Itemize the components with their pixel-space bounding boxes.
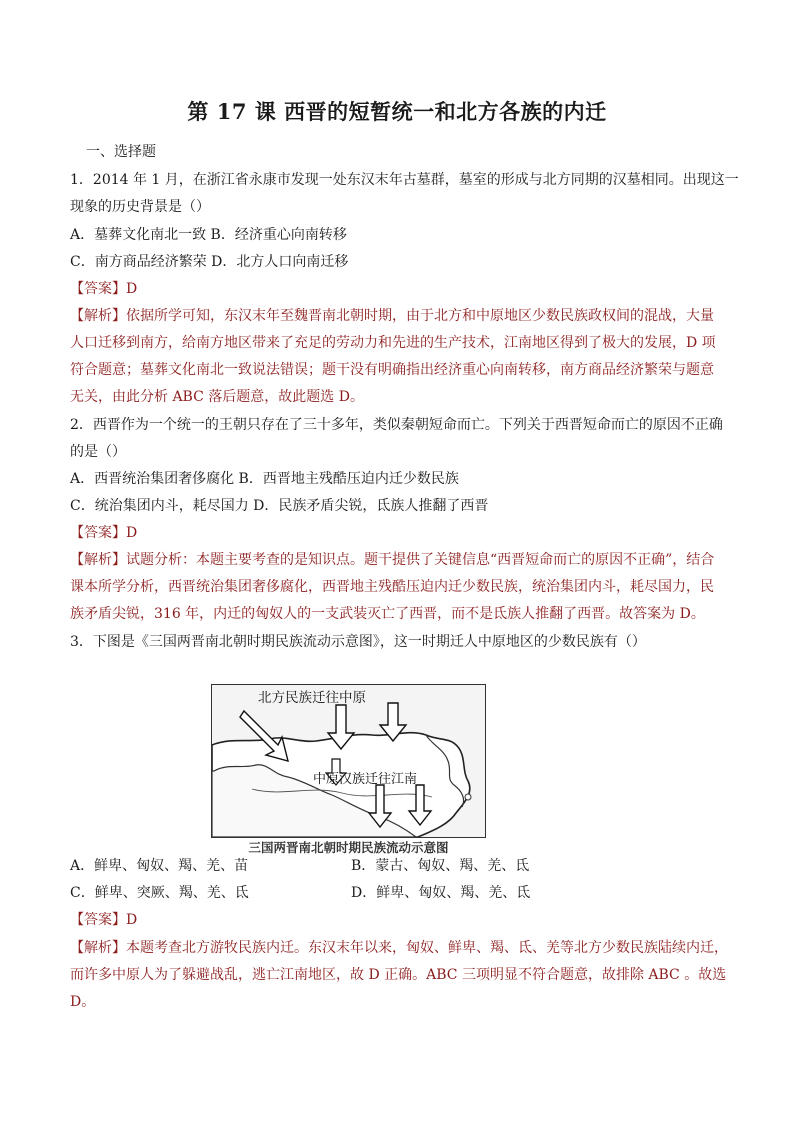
map-label-south: 中原汉族迁往江南 [313, 772, 418, 787]
q3-answer-value: D [126, 912, 138, 928]
q2-options-ab: A．西晋统治集团奢侈腐化 B．西晋地主残酷压迫内迁少数民族 [70, 471, 459, 487]
q1-answer [70, 279, 137, 299]
q3-option-c: C．鲜卑、突厥、羯、羌、氐 [70, 885, 249, 901]
migration-map [211, 684, 486, 838]
map-caption: 三国两晋南北朝时期民族流动示意图 [248, 840, 449, 855]
q1-answer-value: D [126, 281, 138, 297]
q2-answer-value: D [126, 525, 138, 541]
answer-tag: 【答案】 [70, 525, 126, 541]
q1-analysis-line1 [70, 306, 714, 326]
map-illustration [212, 685, 485, 837]
q2-answer [70, 523, 137, 543]
q3-analysis-text1: 本题考查北方游牧民族内迁。东汉末年以来，匈奴、鲜卑、羯、氐、羌等北方少数民族陆续内迁， [126, 940, 728, 956]
q1-stem-line2: 现象的历史背景是（） [70, 199, 210, 215]
answer-tag: 【答案】 [70, 281, 126, 297]
q3-option-a: A．鲜卑、匈奴、羯、羌、苗 [70, 858, 249, 874]
q3-stem: 3．下图是《三国两晋南北朝时期民族流动示意图》，这一时期迁人中原地区的少数民族有（） [70, 634, 646, 650]
analysis-tag: 【解析】 [70, 940, 126, 956]
q1-options-cd: C．南方商品经济繁荣 D．北方人口向南迁移 [70, 254, 349, 270]
q1-analysis-text1: 依据所学可知，东汉末年至魏晋南北朝时期，由于北方和中原地区少数民族政权间的混战，大量 [126, 308, 714, 324]
q1-analysis-line3: 符合题意；墓葬文化南北一致说法错误；题干没有明确指出经济重心向南转移，南方商品经济繁荣与题意 [70, 362, 714, 378]
q2-analysis-line1 [70, 550, 714, 570]
analysis-tag: 【解析】 [70, 308, 126, 324]
section-heading: 一、选择题 [86, 144, 156, 160]
q1-options-ab: A．墓葬文化南北一致 B．经济重心向南转移 [70, 227, 347, 243]
q1-stem-line1: 1．2014 年 1 月，在浙江省永康市发现一处东汉末年古墓群，墓室的形成与北方同期的汉墓相同。出现这一 [70, 172, 739, 188]
analysis-tag: 【解析】 [70, 552, 126, 568]
q3-option-b: B．蒙古、匈奴、羯、羌、氐 [351, 858, 530, 874]
q3-analysis-line2: 而许多中原人为了躲避战乱，逃亡江南地区，故 D 正确。ABC 三项明显不符合题意，故排除 ABC 。故选 [70, 967, 727, 983]
q2-options-cd: C．统治集团内斗，耗尽国力 D．民族矛盾尖锐，氐族人推翻了西晋 [70, 498, 489, 514]
page-title: 第 17 课 西晋的短暂统一和北方各族的内迁 [187, 99, 607, 124]
q1-analysis-line2: 人口迁移到南方，给南方地区带来了充足的劳动力和先进的生产技术，江南地区得到了极大的发展，D 项 [70, 335, 716, 351]
map-island [465, 794, 471, 800]
q2-stem-line1: 2．西晋作为一个统一的王朝只存在了三十多年，类似秦朝短命而亡。下列关于西晋短命而亡的原因不正确 [70, 417, 723, 433]
q3-analysis-line1 [70, 938, 728, 958]
q3-analysis-line3: D。 [70, 994, 96, 1010]
map-label-north: 北方民族迁往中原 [258, 690, 366, 706]
q2-analysis-text1: 试题分析：本题主要考查的是知识点。题干提供了关键信息“西晋短命而亡的原因不正确”，结合 [126, 552, 715, 568]
q3-answer [70, 910, 137, 930]
answer-tag: 【答案】 [70, 912, 126, 928]
q2-analysis-line2: 课本所学分析，西晋统治集团奢侈腐化，西晋地主残酷压迫内迁少数民族，统治集团内斗，耗尽国力，民 [70, 579, 714, 595]
q2-analysis-line3: 族矛盾尖锐，316 年，内迁的匈奴人的一支武装灭亡了西晋，而不是氐族人推翻了西晋。故答案为 D。 [70, 606, 705, 622]
q3-option-d: D．鲜卑、匈奴、羯、羌、氐 [351, 885, 531, 901]
q2-stem-line2: 的是（） [70, 444, 126, 460]
q1-analysis-line4: 无关，由此分析 ABC 落后题意，故此题选 D。 [70, 389, 364, 405]
